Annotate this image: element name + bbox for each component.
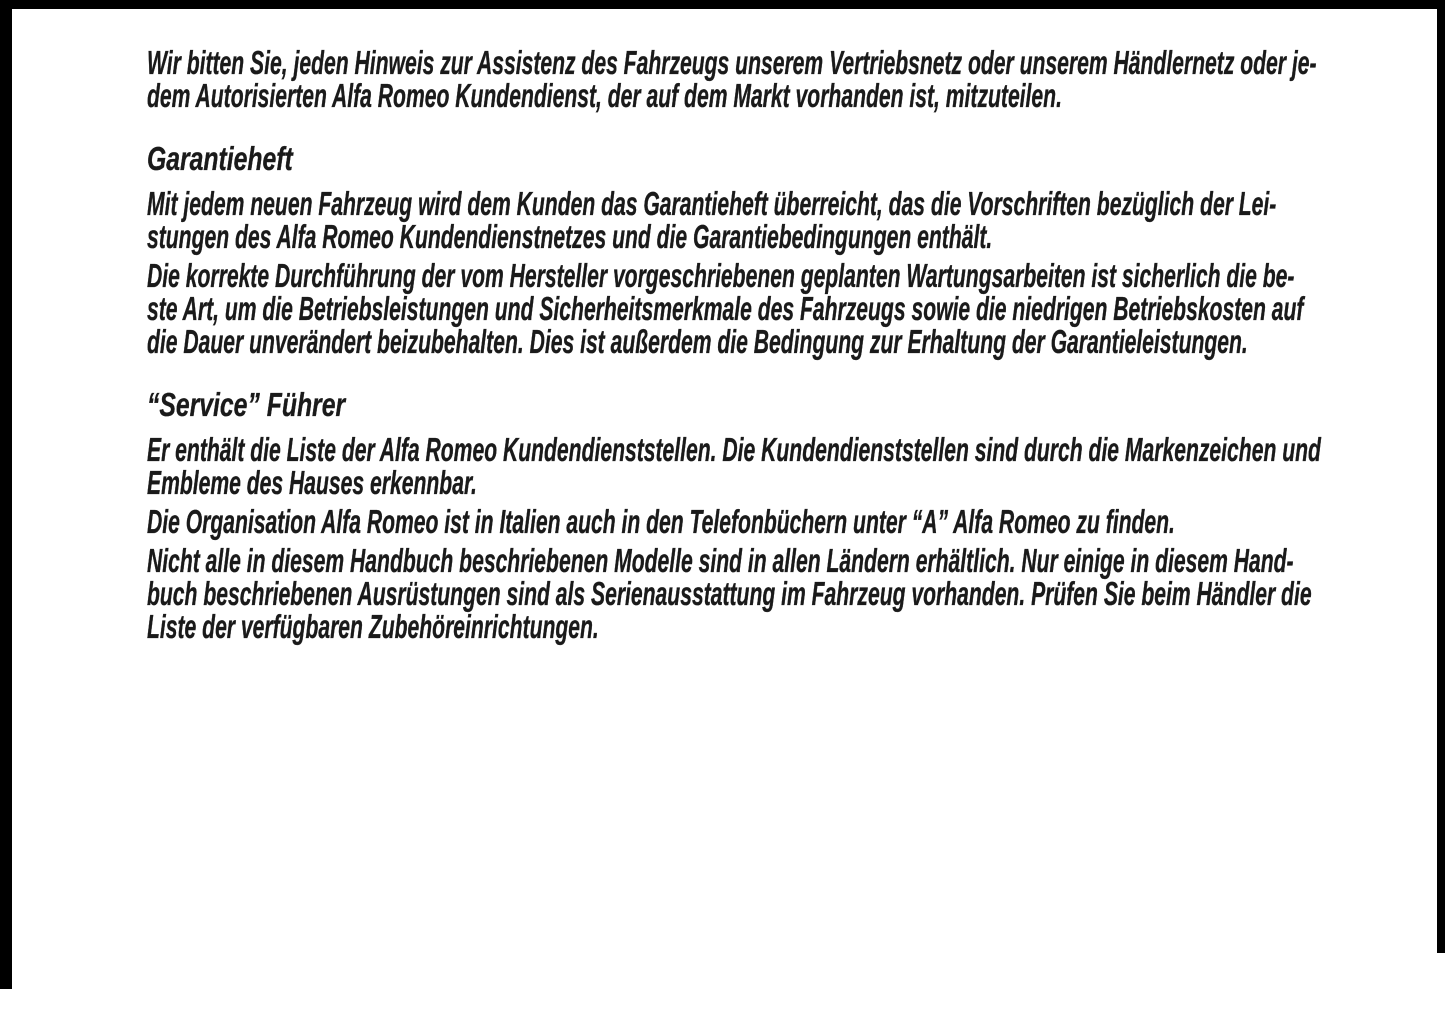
paragraph-line: dem Autorisierten Alfa Romeo Kundendienst, der auf dem Markt vorhanden ist, mitzuteilen. [147,77,1062,114]
paragraph-line: buch beschriebenen Ausrüstungen sind als Serienausstattung im Fahrzeug vorhanden. Prüfen Sie beim Händler die [147,575,1312,612]
paragraph-line: ste Art, um die Betriebsleistungen und Sicherheitsmerkmale des Fahrzeugs sowie die niedrigen Betriebskosten auf [147,290,1304,327]
paragraph-line: Liste der verfügbaren Zubehöreinrichtungen. [147,608,599,645]
garantieheft-paragraph-2 [147,257,1304,360]
service-paragraph-2 [147,503,1175,540]
manual-page-content [147,46,1407,643]
section-heading-garantieheft: Garantieheft [147,140,293,177]
scan-border-right [1437,0,1445,953]
paragraph-line: Die korrekte Durchführung der vom Hersteller vorgeschriebenen geplanten Wartungsarbeiten ist sicherlich die be- [147,257,1295,294]
paragraph-line: Nicht alle in diesem Handbuch beschriebenen Modelle sind in allen Ländern erhältlich. Nur einige in diesem Hand- [147,542,1294,579]
garantieheft-paragraph-1 [147,185,1277,255]
section-heading-service-fuehrer: “Service” Führer [147,386,346,423]
paragraph-line: Wir bitten Sie, jeden Hinweis zur Assistenz des Fahrzeugs unserem Vertriebsnetz oder unserem Händlernetz oder je- [147,44,1317,81]
paragraph-line: Mit jedem neuen Fahrzeug wird dem Kunden das Garantieheft überreicht, das die Vorschriften bezüglich der Lei- [147,185,1277,222]
service-paragraph-1 [147,431,1321,501]
paragraph-line: Die Organisation Alfa Romeo ist in Italien auch in den Telefonbüchern unter “A” Alfa Romeo zu finden. [147,503,1175,540]
paragraph-line: stungen des Alfa Romeo Kundendienstnetzes und die Garantiebedingungen enthält. [147,218,993,255]
paragraph-line: die Dauer unverändert beizubehalten. Dies ist außerdem die Bedingung zur Erhaltung der Garantieleistungen. [147,323,1248,360]
service-paragraph-3 [147,542,1312,645]
paragraph-line: Er enthält die Liste der Alfa Romeo Kundendienststellen. Die Kundendienststellen sind durch die Markenzeichen und [147,431,1321,468]
paragraph-line: Embleme des Hauses erkennbar. [147,464,477,501]
scan-border-top [0,0,1445,9]
intro-paragraph [147,44,1317,114]
scan-border-left [0,0,12,989]
